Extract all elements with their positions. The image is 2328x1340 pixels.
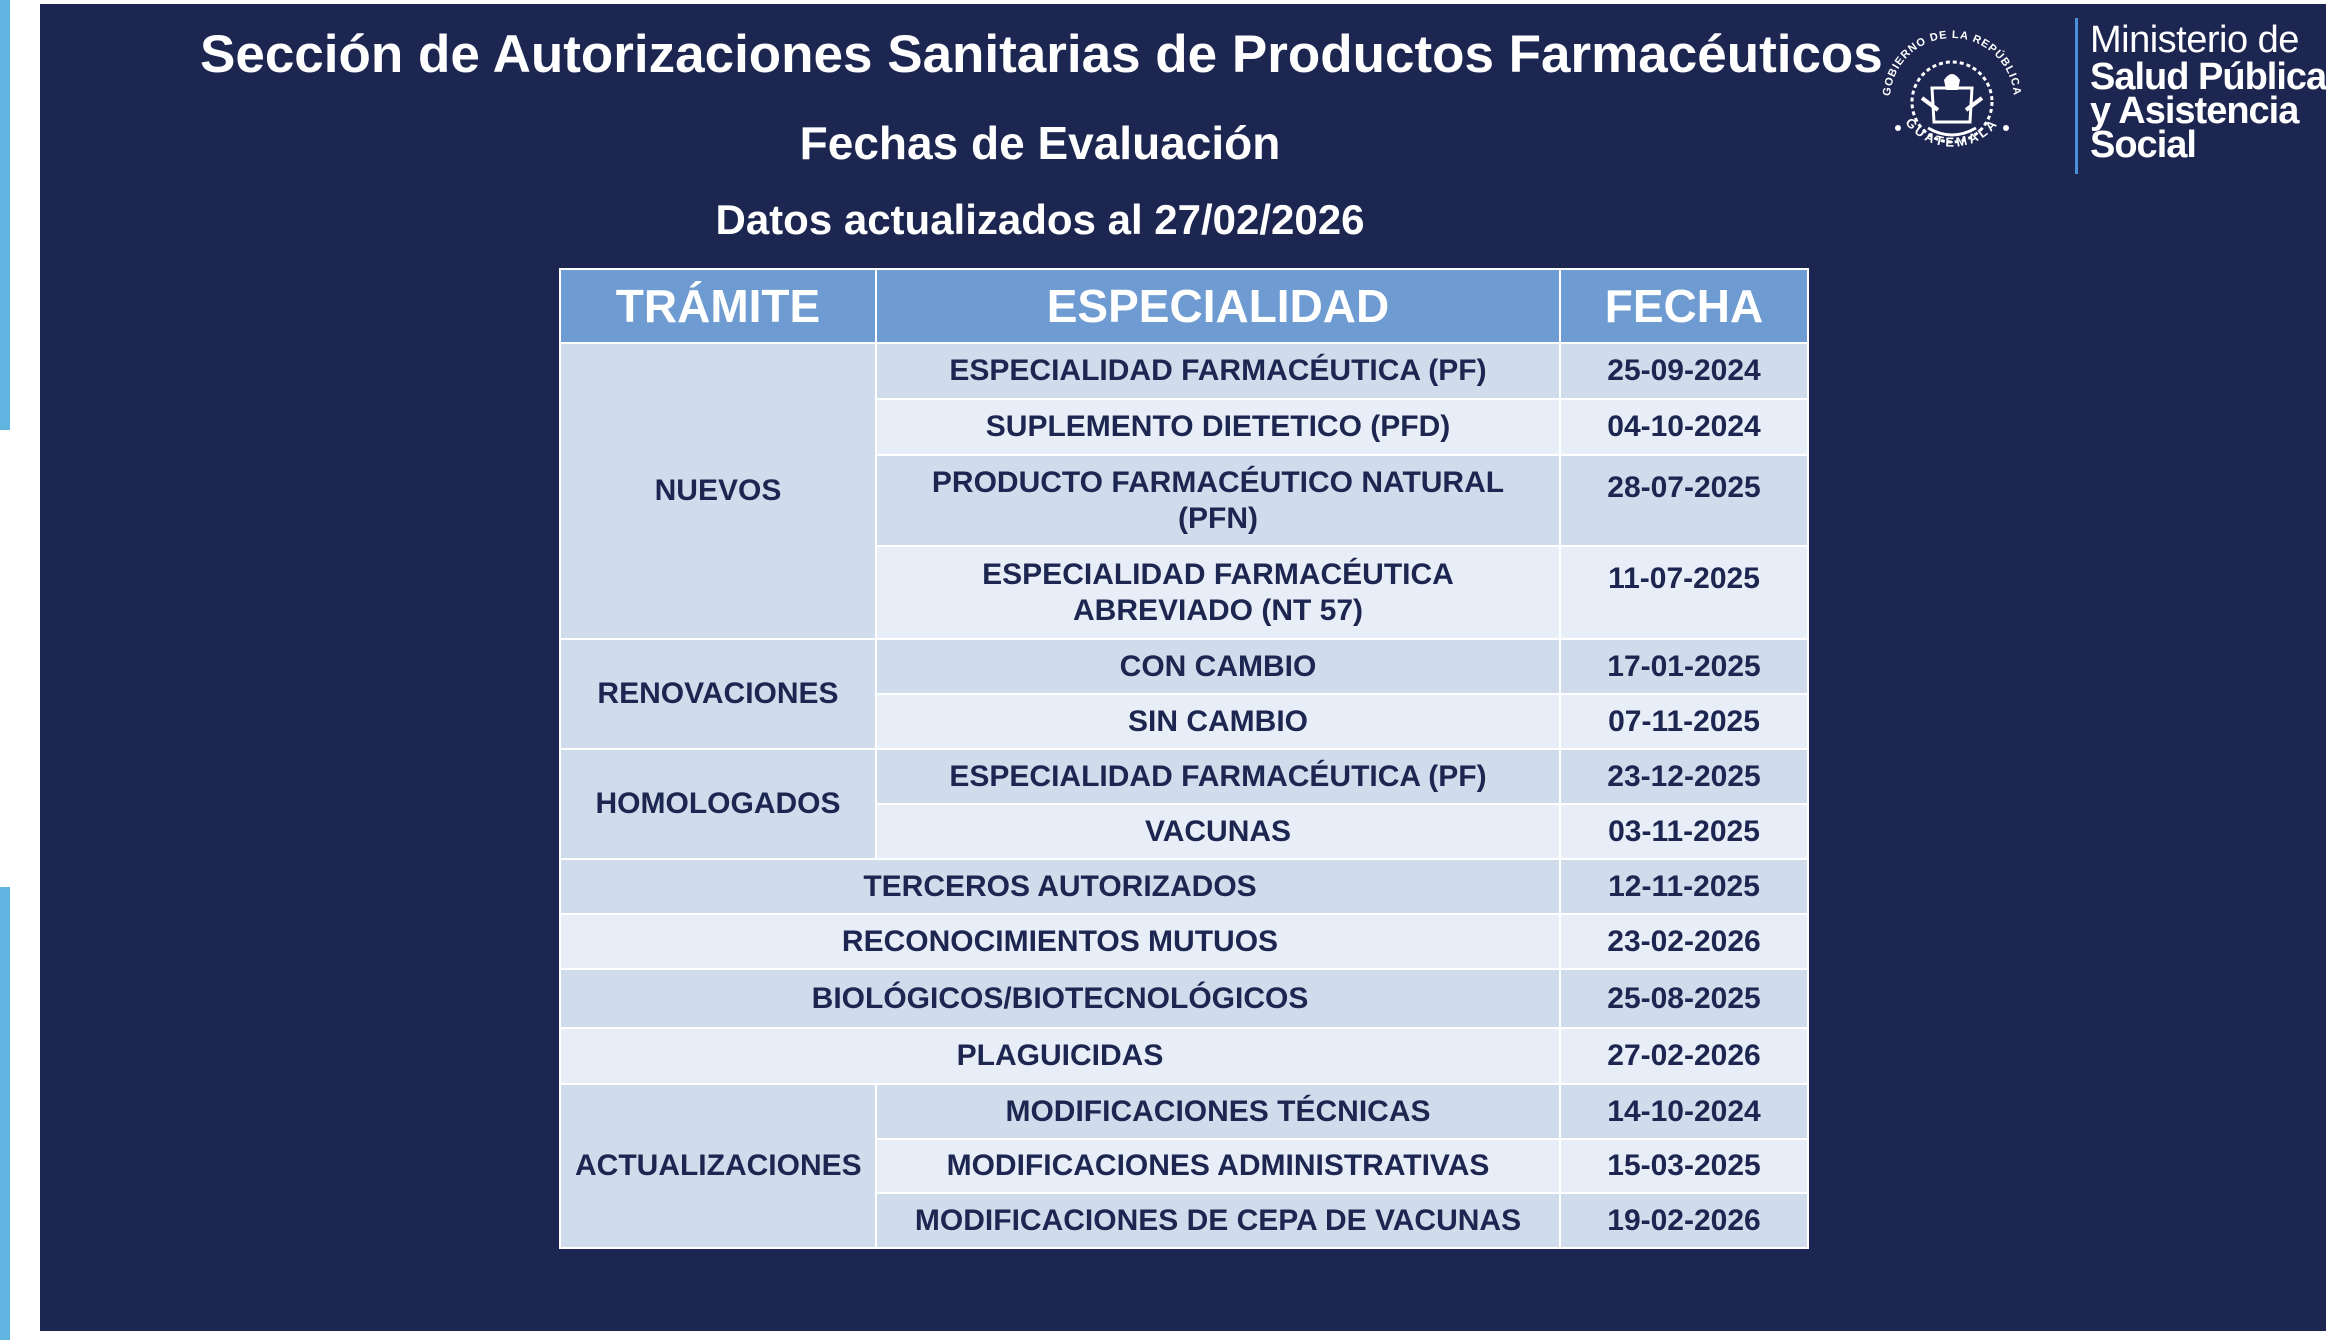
coat-of-arms-icon xyxy=(1862,10,2042,190)
tramite-cell: TERCEROS AUTORIZADOS xyxy=(560,859,1560,914)
fecha-cell: 23-12-2025 xyxy=(1560,749,1808,804)
emblem-text-top: GOBIERNO DE LA REPÚBLICA xyxy=(1881,28,2023,97)
left-accent-bar-top xyxy=(0,0,10,430)
fecha-cell: 03-11-2025 xyxy=(1560,804,1808,859)
table-row xyxy=(560,639,1808,694)
logo-line-3: y Asistencia xyxy=(2090,90,2299,132)
especialidad-cell: SIN CAMBIO xyxy=(876,694,1560,749)
column-header-tramite: TRÁMITE xyxy=(560,269,876,343)
fecha-cell: 25-08-2025 xyxy=(1560,969,1808,1028)
table-row xyxy=(560,343,1808,399)
table-row xyxy=(560,914,1808,969)
emblem-text-bottom: GUATEMALA xyxy=(1902,114,2002,150)
fecha-cell: 27-02-2026 xyxy=(1560,1028,1808,1084)
fecha-cell: 15-03-2025 xyxy=(1560,1139,1808,1193)
table-header-row xyxy=(560,269,1808,343)
logo-line-1: Ministerio de xyxy=(2090,19,2299,61)
page-subtitle: Fechas de Evaluación xyxy=(799,117,1281,169)
fecha-cell: 11-07-2025 xyxy=(1560,546,1808,639)
left-accent-bar-bottom xyxy=(0,887,10,1340)
especialidad-cell: PRODUCTO FARMACÉUTICO NATURAL (PFN) xyxy=(876,455,1560,546)
evaluation-dates-table xyxy=(559,268,1809,1249)
update-date: Datos actualizados al 27/02/2026 xyxy=(715,196,1365,243)
tramite-cell: BIOLÓGICOS/BIOTECNOLÓGICOS xyxy=(560,969,1560,1028)
group-renovaciones: RENOVACIONES xyxy=(560,639,876,749)
fecha-cell: 04-10-2024 xyxy=(1560,399,1808,455)
page-title: Sección de Autorizaciones Sanitarias de Productos Farmacéuticos xyxy=(200,25,1883,84)
table-row xyxy=(560,1028,1808,1084)
fecha-cell: 28-07-2025 xyxy=(1560,455,1808,546)
fecha-cell: 17-01-2025 xyxy=(1560,639,1808,694)
table-row xyxy=(560,859,1808,914)
logo-line-2: Salud Pública xyxy=(2090,56,2327,98)
tramite-cell: RECONOCIMIENTOS MUTUOS xyxy=(560,914,1560,969)
especialidad-cell: MODIFICACIONES ADMINISTRATIVAS xyxy=(876,1139,1560,1193)
especialidad-cell: CON CAMBIO xyxy=(876,639,1560,694)
fecha-cell: 12-11-2025 xyxy=(1560,859,1808,914)
fecha-cell: 07-11-2025 xyxy=(1560,694,1808,749)
tramite-cell: PLAGUICIDAS xyxy=(560,1028,1560,1084)
ministry-logo-text xyxy=(2090,19,2327,166)
table-row xyxy=(560,969,1808,1028)
logo-divider xyxy=(2075,18,2078,174)
group-nuevos: NUEVOS xyxy=(560,343,876,639)
column-header-fecha: FECHA xyxy=(1560,269,1808,343)
especialidad-cell: MODIFICACIONES DE CEPA DE VACUNAS xyxy=(876,1193,1560,1248)
especialidad-cell: ESPECIALIDAD FARMACÉUTICA (PF) xyxy=(876,749,1560,804)
especialidad-cell: VACUNAS xyxy=(876,804,1560,859)
fecha-cell: 23-02-2026 xyxy=(1560,914,1808,969)
group-actualizaciones: ACTUALIZACIONES xyxy=(560,1084,876,1248)
especialidad-cell: ESPECIALIDAD FARMACÉUTICA (PF) xyxy=(876,343,1560,399)
table-row xyxy=(560,1084,1808,1139)
especialidad-cell: SUPLEMENTO DIETETICO (PFD) xyxy=(876,399,1560,455)
group-homologados: HOMOLOGADOS xyxy=(560,749,876,859)
fecha-cell: 19-02-2026 xyxy=(1560,1193,1808,1248)
logo-line-4: Social xyxy=(2090,124,2196,166)
fecha-cell: 25-09-2024 xyxy=(1560,343,1808,399)
especialidad-cell: MODIFICACIONES TÉCNICAS xyxy=(876,1084,1560,1139)
table-row xyxy=(560,749,1808,804)
fecha-cell: 14-10-2024 xyxy=(1560,1084,1808,1139)
column-header-especialidad: ESPECIALIDAD xyxy=(876,269,1560,343)
especialidad-cell: ESPECIALIDAD FARMACÉUTICA ABREVIADO (NT 57) xyxy=(876,546,1560,639)
